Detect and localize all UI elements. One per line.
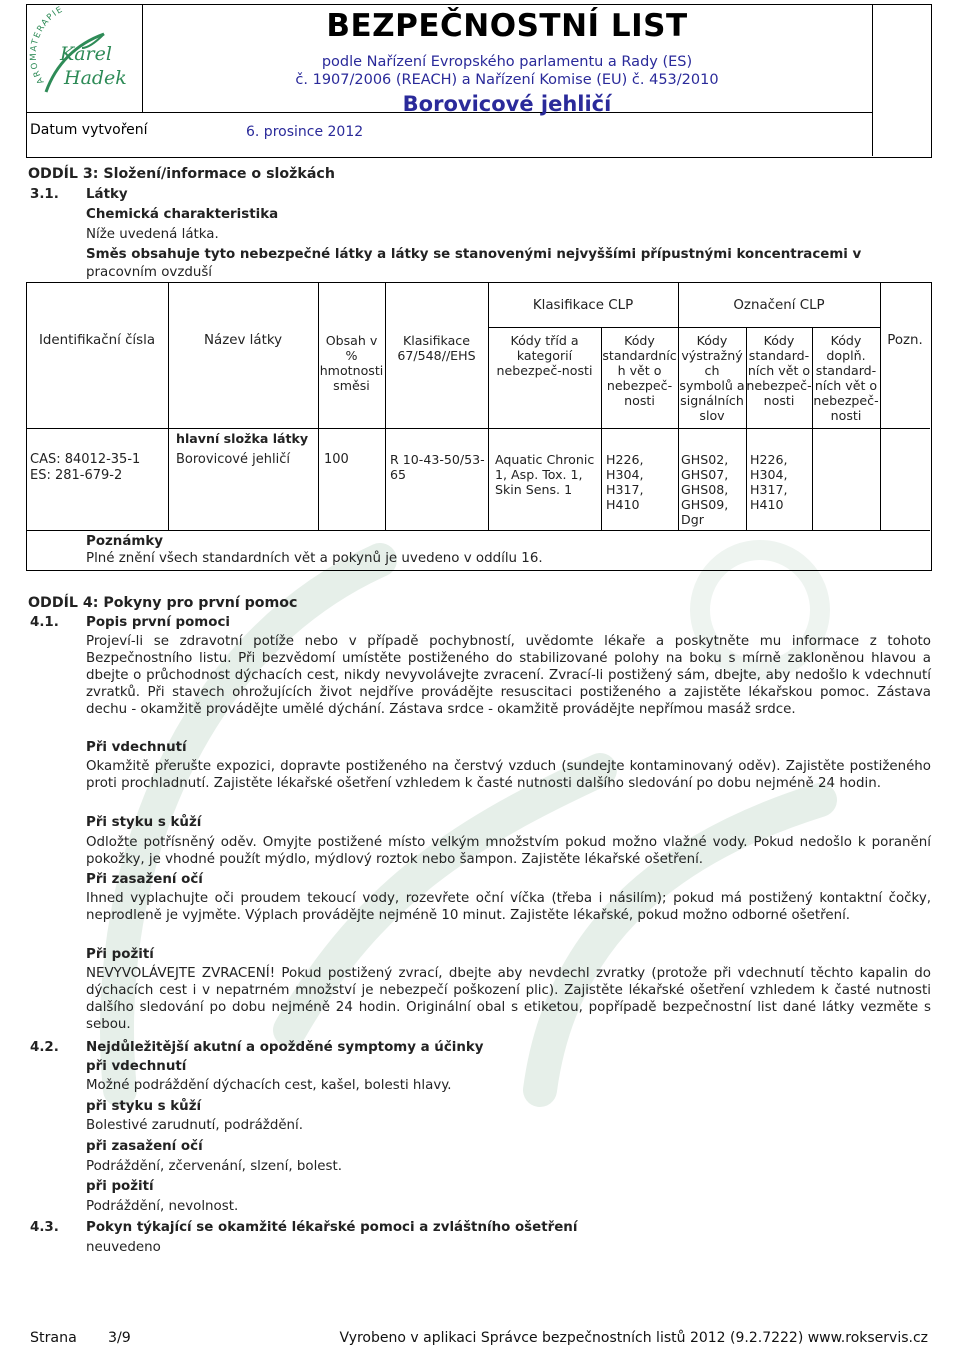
chem-char-heading: Chemická charakteristika (86, 207, 279, 222)
substance-note: Níže uvedená látka. (86, 227, 219, 242)
ingestion-text: NEVYVOLÁVEJTE ZVRACENÍ! Pokud postižený zvrací, dbejte aby nevdechl zvratky (protože při vdechnutí těchto kapalin do dýchacích cest i v nepatrném množství je nebezpečí poškození plic). Zajistěte lékařské ošetření vzhledem k časté nutnosti dalšího sledování po dobu nejméně 24 hodin. Originální obal s etiketou, popřípadě bezpečnostní list dané látky vezměte s sebou. (86, 966, 931, 1032)
cell-line: Skin Sens. 1 (495, 482, 573, 497)
mixture-heading-line-1: Směs obsahuje tyto nebezpečné látky a látky se stanovenými nejvyššími přípustnými koncentracemi v (86, 247, 862, 262)
header-line: standardníc (602, 348, 677, 363)
header-line: standard- (748, 348, 810, 363)
regulation-line-2: č. 1907/2006 (REACH) a Nařízení Komise (EU) č. 453/2010 (295, 72, 719, 88)
header-line: nebezpeč-nosti (496, 363, 593, 378)
header-line: symbolů a (679, 378, 745, 393)
header-line: hmotnosti (319, 363, 384, 378)
header-clp-labelling: Označení CLP (733, 298, 825, 313)
section-4-1-title: Popis první pomoci (86, 615, 230, 630)
col-header-h-statements (601, 333, 678, 408)
cell-line: H317, (606, 482, 644, 497)
cell-line: R 10-43-50/53- (390, 452, 485, 467)
eye-contact-text: Ihned vyplachujte oči proudem tekoucí vody, rozevřete oční víčka (třeba i násilím); pokud má postižený kontaktní čočky, neprodleně je vyjměte. Výplach provádějte nejméně 10 minut. Zajistěte lékařské, pokud možno odborné ošetření. (86, 891, 931, 923)
header-line: standard- (815, 363, 877, 378)
logo-cell (26, 4, 143, 113)
header-line: slov (699, 408, 725, 423)
symptom-skin-text: Bolestivé zarudnutí, podráždění. (86, 1118, 304, 1133)
regulation-line-1: podle Nařízení Evropského parlamentu a Rady (ES) (321, 54, 693, 70)
col-header-supplementary (812, 333, 880, 423)
page-label: Strana (30, 1330, 77, 1346)
header-line: Klasifikace (403, 333, 470, 348)
cas-number: CAS: 84012-35-1 (30, 452, 141, 467)
cell-line: H226, (606, 452, 644, 467)
page-number: 3/9 (108, 1330, 131, 1346)
header-line: h vět o (617, 363, 662, 378)
section-4-heading: ODDÍL 4: Pokyny pro první pomoc (28, 595, 298, 611)
symptom-inhalation-title: při vdechnutí (86, 1059, 187, 1074)
section-4-3-text: neuvedeno (86, 1240, 161, 1255)
header-line: Kódy tříd a (510, 333, 579, 348)
inhalation-text: Okamžitě přerušte expozici, dopravte postiženého na čerstvý vzduch (sundejte kontaminovaný oděv). Zajistěte postiženého proti prochladnutí. Zajistěte lékařské ošetření vzhledem k časté nutnosti dalšího sledování po dobu nejméně 24 hodin. (86, 759, 931, 791)
section-3-heading: ODDÍL 3: Složení/informace o složkách (28, 166, 335, 182)
header-line: nebezpeč- (606, 378, 673, 393)
mixture-heading-line-2: pracovním ovzduší (86, 265, 213, 280)
cell-line: H226, (750, 452, 788, 467)
header-line: signálních (680, 393, 744, 408)
symptom-eye-title: při zasažení očí (86, 1139, 203, 1154)
main-component-label: hlavní složka látky (176, 431, 309, 446)
producer-credit: Vyrobeno v aplikaci Správce bezpečnostních listů 2012 (9.2.7222) www.rokservis.cz (339, 1330, 928, 1346)
header-divider (872, 4, 873, 156)
table-divider (488, 327, 880, 328)
first-aid-general-text: Projeví-li se zdravotní potíže nebo v případě pochybností, uvědomte lékaře a poskytněte mu informace z tohoto Bezpečnostního listu. Při bezvědomí umístěte postiženého do stabilizované polohy na boku s mírně zakloněnou hlavou a dbejte o průchodnost dýchacích cest, nikdy nevyvolávejte zvracení. Zvrací-li postižený sám, dbejte, aby nedošlo k vdechnutí zvratků. Při stavech ohrožujících život nejdříve provádějte resuscitaci postiženého a zajistěte lékařskou pomoc. Zástava dechu - okamžitě provádějte umělé dýchání. Zástava srdce - okamžitě provádějte nepřímou masáž srdce. (86, 634, 931, 717)
inhalation-title: Při vdechnutí (86, 740, 187, 755)
ingestion-title: Při požití (86, 947, 154, 962)
cell-line: H304, (750, 467, 788, 482)
product-name: Borovicové jehličí (402, 92, 612, 116)
cell-line: Aquatic Chronic (495, 452, 595, 467)
table-divider (168, 282, 169, 530)
section-4-2-title: Nejdůležitější akutní a opožděné symptomy a účinky (86, 1040, 484, 1055)
class67-value (390, 452, 485, 482)
es-number: ES: 281-679-2 (30, 468, 123, 483)
cell-line: H410 (606, 497, 640, 512)
company-logo (26, 4, 142, 112)
cell-line: GHS08, (681, 482, 729, 497)
header-line: nebezpeč- (813, 393, 879, 408)
section-4-2-number: 4.2. (30, 1040, 59, 1055)
substance-name: Borovicové jehličí (176, 452, 290, 467)
header-line: Kódy (624, 333, 655, 348)
col-header-name: Název látky (203, 333, 283, 348)
notes-text: Plné znění všech standardních vět a pokynů je uvedeno v oddílu 16. (86, 551, 543, 566)
logo-arc-text: AROMATERAPIE (28, 4, 66, 86)
col-header-label-h-statements (746, 333, 812, 408)
h-statements-value (606, 452, 644, 512)
col-header-pictograms (678, 333, 746, 423)
header-line: výstražný (681, 348, 743, 363)
header-line: nosti (830, 408, 862, 423)
hazard-class-value (495, 452, 594, 497)
skin-contact-text: Odložte potřísněný oděv. Omyjte postižené místo velkým množstvím pokud možno vlažné vody. Pokud nedošlo k poranění pokožky, je vhodné použít mýdlo, mýdlový roztok nebo šampon. Zajistěte lékařské ošetření. (86, 835, 931, 867)
symptom-ingestion-title: při požití (86, 1179, 154, 1194)
eye-contact-title: Při zasažení očí (86, 872, 203, 887)
table-divider (880, 282, 881, 530)
cell-line: GHS09, (681, 497, 729, 512)
composition-table (26, 282, 932, 571)
header-line: ních vět o (747, 363, 811, 378)
logo-word-1: Karel (60, 43, 112, 65)
cell-line: 65 (390, 467, 407, 482)
section-4-3-title: Pokyn týkající se okamžité lékařské pomoci a zvláštního ošetření (86, 1220, 578, 1235)
header-line: doplň. (826, 348, 866, 363)
section-3-1-title: Látky (86, 187, 128, 202)
header-line: nosti (763, 393, 795, 408)
date-value: 6. prosince 2012 (246, 124, 364, 140)
col-header-hazard-class (488, 333, 601, 378)
header-clp-classification: Klasifikace CLP (532, 298, 634, 313)
table-divider (26, 530, 930, 531)
symptom-skin-title: při styku s kůží (86, 1099, 202, 1114)
header-line: směsi (333, 378, 370, 393)
section-4-3-number: 4.3. (30, 1220, 59, 1235)
pictograms-value (681, 452, 728, 527)
header-line: 67/548//EHS (397, 348, 476, 363)
header-line: Kódy (696, 333, 728, 348)
logo-word-2: Hadek (64, 67, 127, 89)
col-header-id: Identifikační čísla (38, 333, 156, 348)
col-header-note: Pozn. (887, 333, 923, 348)
cell-line: GHS02, (681, 452, 729, 467)
cell-line: 1, Asp. Tox. 1, (495, 467, 583, 482)
symptom-inhalation-text: Možné podráždění dýchacích cest, kašel, bolesti hlavy. (86, 1078, 452, 1093)
table-divider (385, 282, 386, 530)
cell-line: H304, (606, 467, 644, 482)
table-divider (318, 282, 319, 530)
symptom-ingestion-text: Podráždění, nevolnost. (86, 1199, 239, 1214)
skin-contact-title: Při styku s kůží (86, 815, 202, 830)
header-line: Obsah v (325, 333, 378, 348)
label-h-statements-value (750, 452, 788, 512)
header-line: ních vět o (814, 378, 878, 393)
symptom-eye-text: Podráždění, zčervenání, slzení, bolest. (86, 1159, 343, 1174)
header-line: kategorií (516, 348, 573, 363)
section-3-1-number: 3.1. (30, 187, 59, 202)
header-line: Kódy (763, 333, 795, 348)
col-header-content (318, 333, 385, 393)
header-line: nebezpeč- (746, 378, 812, 393)
col-header-class67 (385, 333, 488, 363)
cell-line: H317, (750, 482, 788, 497)
cell-line: GHS07, (681, 467, 729, 482)
date-label: Datum vytvoření (30, 122, 148, 138)
notes-title: Poznámky (86, 534, 163, 549)
table-divider (488, 282, 489, 530)
header-line: Kódy (830, 333, 862, 348)
cell-line: Dgr (681, 512, 704, 527)
section-4-1-number: 4.1. (30, 615, 59, 630)
table-divider (26, 428, 930, 429)
header-line: ch (704, 363, 720, 378)
cell-line: H410 (750, 497, 784, 512)
content-percent: 100 (324, 452, 349, 467)
header-line: nosti (624, 393, 655, 408)
header-line: % (345, 348, 358, 363)
document-title: BEZPEČNOSTNÍ LIST (326, 8, 688, 44)
